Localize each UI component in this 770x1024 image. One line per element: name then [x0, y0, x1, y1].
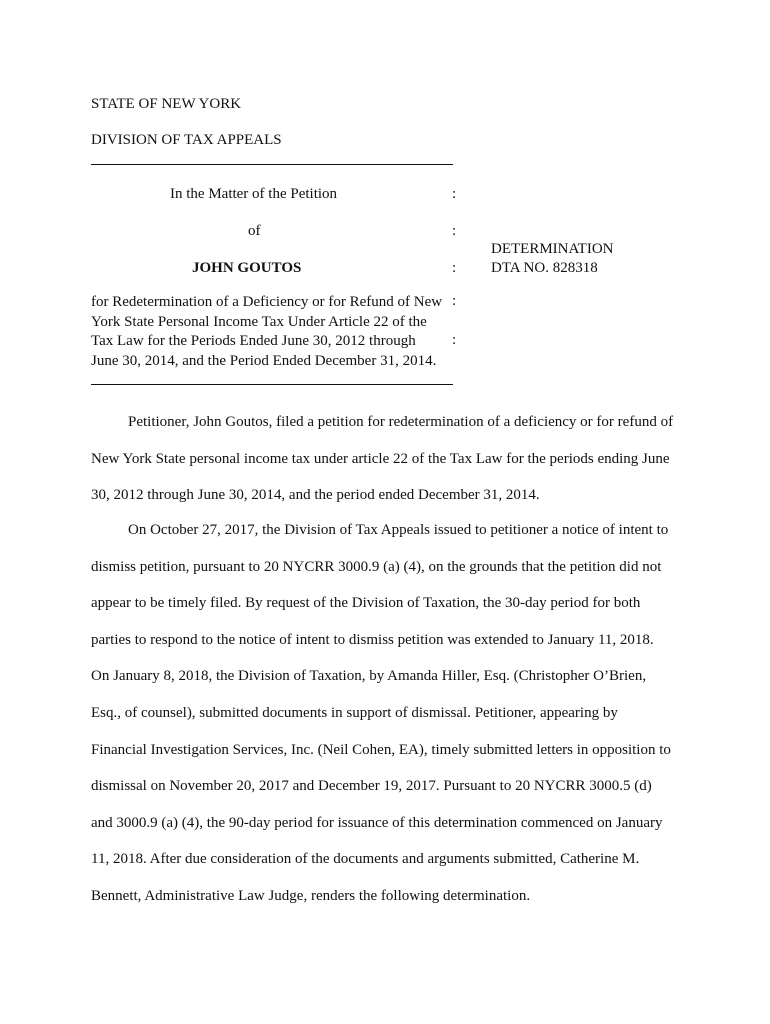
division-name: DIVISION OF TAX APPEALS	[91, 132, 282, 148]
paragraph-line: Financial Investigation Services, Inc. (Neil Cohen, EA), timely submitted letters in opposition to	[91, 741, 671, 758]
caption-colon: :	[452, 293, 457, 309]
paragraph-line: On January 8, 2018, the Division of Taxation, by Amanda Hiller, Esq. (Christopher O’Brien,	[91, 668, 647, 685]
paragraph-line: parties to respond to the notice of intent to dismiss petition was extended to January 11, 2018.	[91, 631, 654, 648]
paragraph-line: Petitioner, John Goutos, filed a petition for redetermination of a deficiency or for refund of	[128, 414, 674, 430]
petition-description-line: June 30, 2014, and the Period Ended December 31, 2014.	[91, 352, 437, 369]
caption-colon: :	[452, 260, 457, 276]
paragraph-line: appear to be timely filed. By request of the Division of Taxation, the 30-day period for both	[91, 595, 641, 612]
paragraph-line: On October 27, 2017, the Division of Tax Appeals issued to petitioner a notice of intent to	[128, 522, 669, 538]
caption-bottom-rule	[91, 384, 453, 385]
petition-description	[91, 293, 461, 371]
petition-description-line: York State Personal Income Tax Under Article 22 of the	[91, 313, 427, 330]
petitioner-name: JOHN GOUTOS	[192, 260, 302, 276]
petition-description-line: for Redetermination of a Deficiency or for Refund of New	[91, 294, 443, 310]
document-type: DETERMINATION	[491, 241, 614, 257]
paragraph-line: New York State personal income tax under article 22 of the Tax Law for the periods ending June	[91, 450, 670, 467]
caption-colon: :	[452, 332, 457, 348]
dta-number: DTA NO. 828318	[491, 260, 598, 276]
paragraph-line: 30, 2012 through June 30, 2014, and the period ended December 31, 2014.	[91, 487, 540, 504]
paragraph-line: Esq., of counsel), submitted documents in support of dismissal. Petitioner, appearing by	[91, 704, 618, 721]
paragraph-line: 11, 2018. After due consideration of the documents and arguments submitted, Catherine M.	[91, 851, 640, 868]
petition-description-line: Tax Law for the Periods Ended June 30, 2012 through	[91, 333, 416, 349]
of-line: of	[248, 223, 261, 239]
paragraph-line: Bennett, Administrative Law Judge, renders the following determination.	[91, 887, 531, 904]
paragraph-petition	[91, 404, 691, 514]
paragraph-line: dismissal on November 20, 2017 and December 19, 2017. Pursuant to 20 NYCRR 3000.5 (d)	[91, 778, 652, 795]
agency-name: STATE OF NEW YORK	[91, 96, 242, 112]
matter-line: In the Matter of the Petition	[170, 186, 338, 202]
paragraph-procedural-history	[91, 512, 691, 915]
caption-colon: :	[452, 223, 457, 239]
paragraph-line: and 3000.9 (a) (4), the 90-day period for issuance of this determination commenced on January	[91, 814, 663, 831]
caption-top-rule	[91, 164, 453, 165]
paragraph-line: dismiss petition, pursuant to 20 NYCRR 3000.9 (a) (4), on the grounds that the petition did not	[91, 558, 662, 575]
caption-colon: :	[452, 186, 457, 202]
